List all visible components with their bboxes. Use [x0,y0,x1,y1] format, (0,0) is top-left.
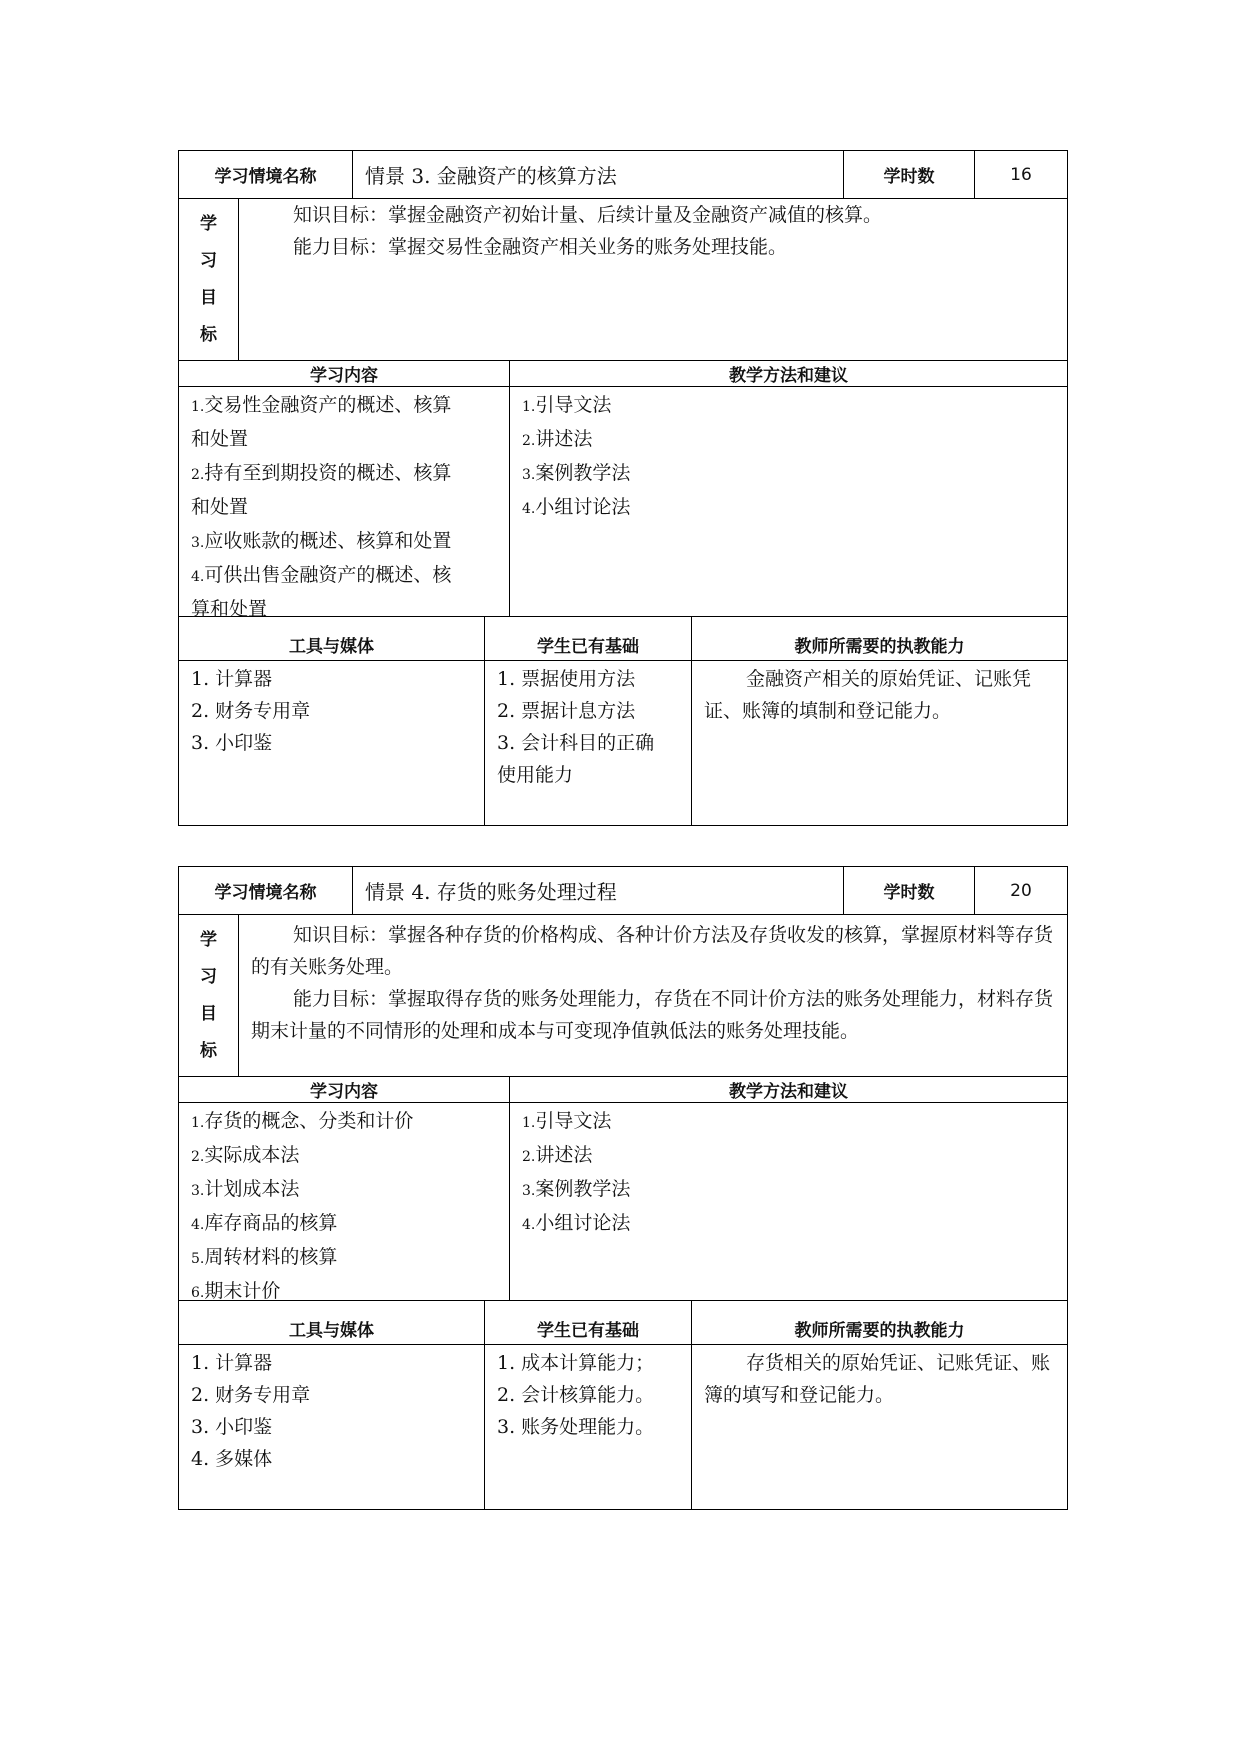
scene-title: 情景 3. 金融资产的核算方法 [353,151,844,198]
method-header: 教学方法和建议 [729,1082,848,1102]
list-item: 3.应收账款的概述、核算和处置 [191,530,452,552]
ability-text: 存货相关的原始凭证、记账凭证、账簿的填写和登记能力。 [704,1352,1051,1406]
list-item: 5.周转材料的核算 [191,1246,338,1268]
content-body-row [178,387,1068,620]
list-item: 3. 会计科目的正确 [497,732,655,754]
list-item: 2. 票据计息方法 [497,700,636,722]
goals-text [239,915,1067,1076]
tools-header: 工具与媒体 [179,617,485,660]
knowledge-goal: 知识目标：掌握金融资产初始计量、后续计量及金融资产减值的核算。 [293,204,883,226]
hours-label: 学时数 [844,151,975,198]
header-row [178,866,1068,915]
list-item: 1. 计算器 [191,668,273,690]
list-item: 3. 小印鉴 [191,1416,273,1438]
tools-header: 工具与媒体 [179,1301,485,1344]
tools-header-row [178,617,1068,661]
list-item: 4.可供出售金融资产的概述、核 [191,564,452,586]
hours-label: 学时数 [844,867,975,914]
list-item: 2.实际成本法 [191,1144,300,1166]
list-item: 2. 财务专用章 [191,700,311,722]
list-item: 2. 会计核算能力。 [497,1384,655,1406]
tools-list [179,1345,485,1509]
lesson-card-1 [178,150,1068,826]
list-item: 3. 小印鉴 [191,732,273,754]
base-header: 学生已有基础 [485,1301,692,1344]
list-item: 1.引导文法 [522,394,612,416]
list-item: 1. 成本计算能力； [497,1352,655,1374]
method-header: 教学方法和建议 [729,366,848,386]
ability-text: 金融资产相关的原始凭证、记账凭证、账簿的填制和登记能力。 [704,668,1032,722]
list-item: 1. 计算器 [191,1352,273,1374]
list-item: 3.计划成本法 [191,1178,300,1200]
content-header-row [178,1077,1068,1103]
list-item: 和处置 [191,496,249,518]
hours-value: 16 [1010,164,1032,185]
list-item: 2.持有至到期投资的概述、核算 [191,462,452,484]
list-item: 4. 多媒体 [191,1448,273,1470]
ability-header: 教师所需要的执教能力 [794,637,965,657]
list-item: 2.讲述法 [522,1144,593,1166]
method-list [510,387,1067,616]
lesson-card-2 [178,866,1068,1510]
tools-list [179,661,485,825]
ability-goal: 能力目标：掌握取得存货的账务处理能力，存货在不同计价方法的账务处理能力，材料存货期末计量的不同情形的处理和成本与可变现净值孰低法的账务处理技能。 [251,988,1054,1042]
content-body-row [178,1103,1068,1301]
tools-body-row [178,1345,1068,1510]
goals-text [239,199,1067,360]
list-item: 3.案例教学法 [522,462,631,484]
header-row [178,150,1068,199]
list-item: 3.案例教学法 [522,1178,631,1200]
list-item: 1.交易性金融资产的概述、核算 [191,394,452,416]
content-header-row [178,361,1068,387]
base-list [485,1345,692,1509]
list-item: 4.小组讨论法 [522,496,631,518]
knowledge-goal: 知识目标：掌握各种存货的价格构成、各种计价方法及存货收发的核算，掌握原材料等存货的有关账务处理。 [251,924,1054,978]
scene-label: 学习情境名称 [179,867,353,914]
list-item: 4.库存商品的核算 [191,1212,338,1234]
goals-label: 学 习 目 标 [179,915,239,1076]
list-item: 6.期末计价 [191,1280,281,1302]
list-item: 1.引导文法 [522,1110,612,1132]
scene-title: 情景 4. 存货的账务处理过程 [353,867,844,914]
goals-row [178,915,1068,1077]
list-item: 3. 账务处理能力。 [497,1416,655,1438]
content-header: 学习内容 [179,361,510,386]
list-item: 使用能力 [497,764,574,786]
base-header: 学生已有基础 [485,617,692,660]
list-item: 1.存货的概念、分类和计价 [191,1110,414,1132]
list-item: 2. 财务专用章 [191,1384,311,1406]
ability-header: 教师所需要的执教能力 [794,1321,965,1341]
hours-value: 20 [1010,880,1032,901]
content-list [179,387,510,620]
list-item: 和处置 [191,428,249,450]
tools-header-row [178,1301,1068,1345]
goals-row [178,199,1068,361]
list-item: 1. 票据使用方法 [497,668,636,690]
content-header: 学习内容 [179,1077,510,1102]
goals-label: 学 习 目 标 [179,199,239,360]
list-item: 4.小组讨论法 [522,1212,631,1234]
method-list [510,1103,1067,1300]
tools-body-row [178,661,1068,826]
list-item: 2.讲述法 [522,428,593,450]
scene-label: 学习情境名称 [179,151,353,198]
content-list [179,1103,510,1300]
list-item: 算和处置 [191,598,268,620]
base-list [485,661,692,825]
ability-goal: 能力目标：掌握交易性金融资产相关业务的账务处理技能。 [293,236,788,258]
